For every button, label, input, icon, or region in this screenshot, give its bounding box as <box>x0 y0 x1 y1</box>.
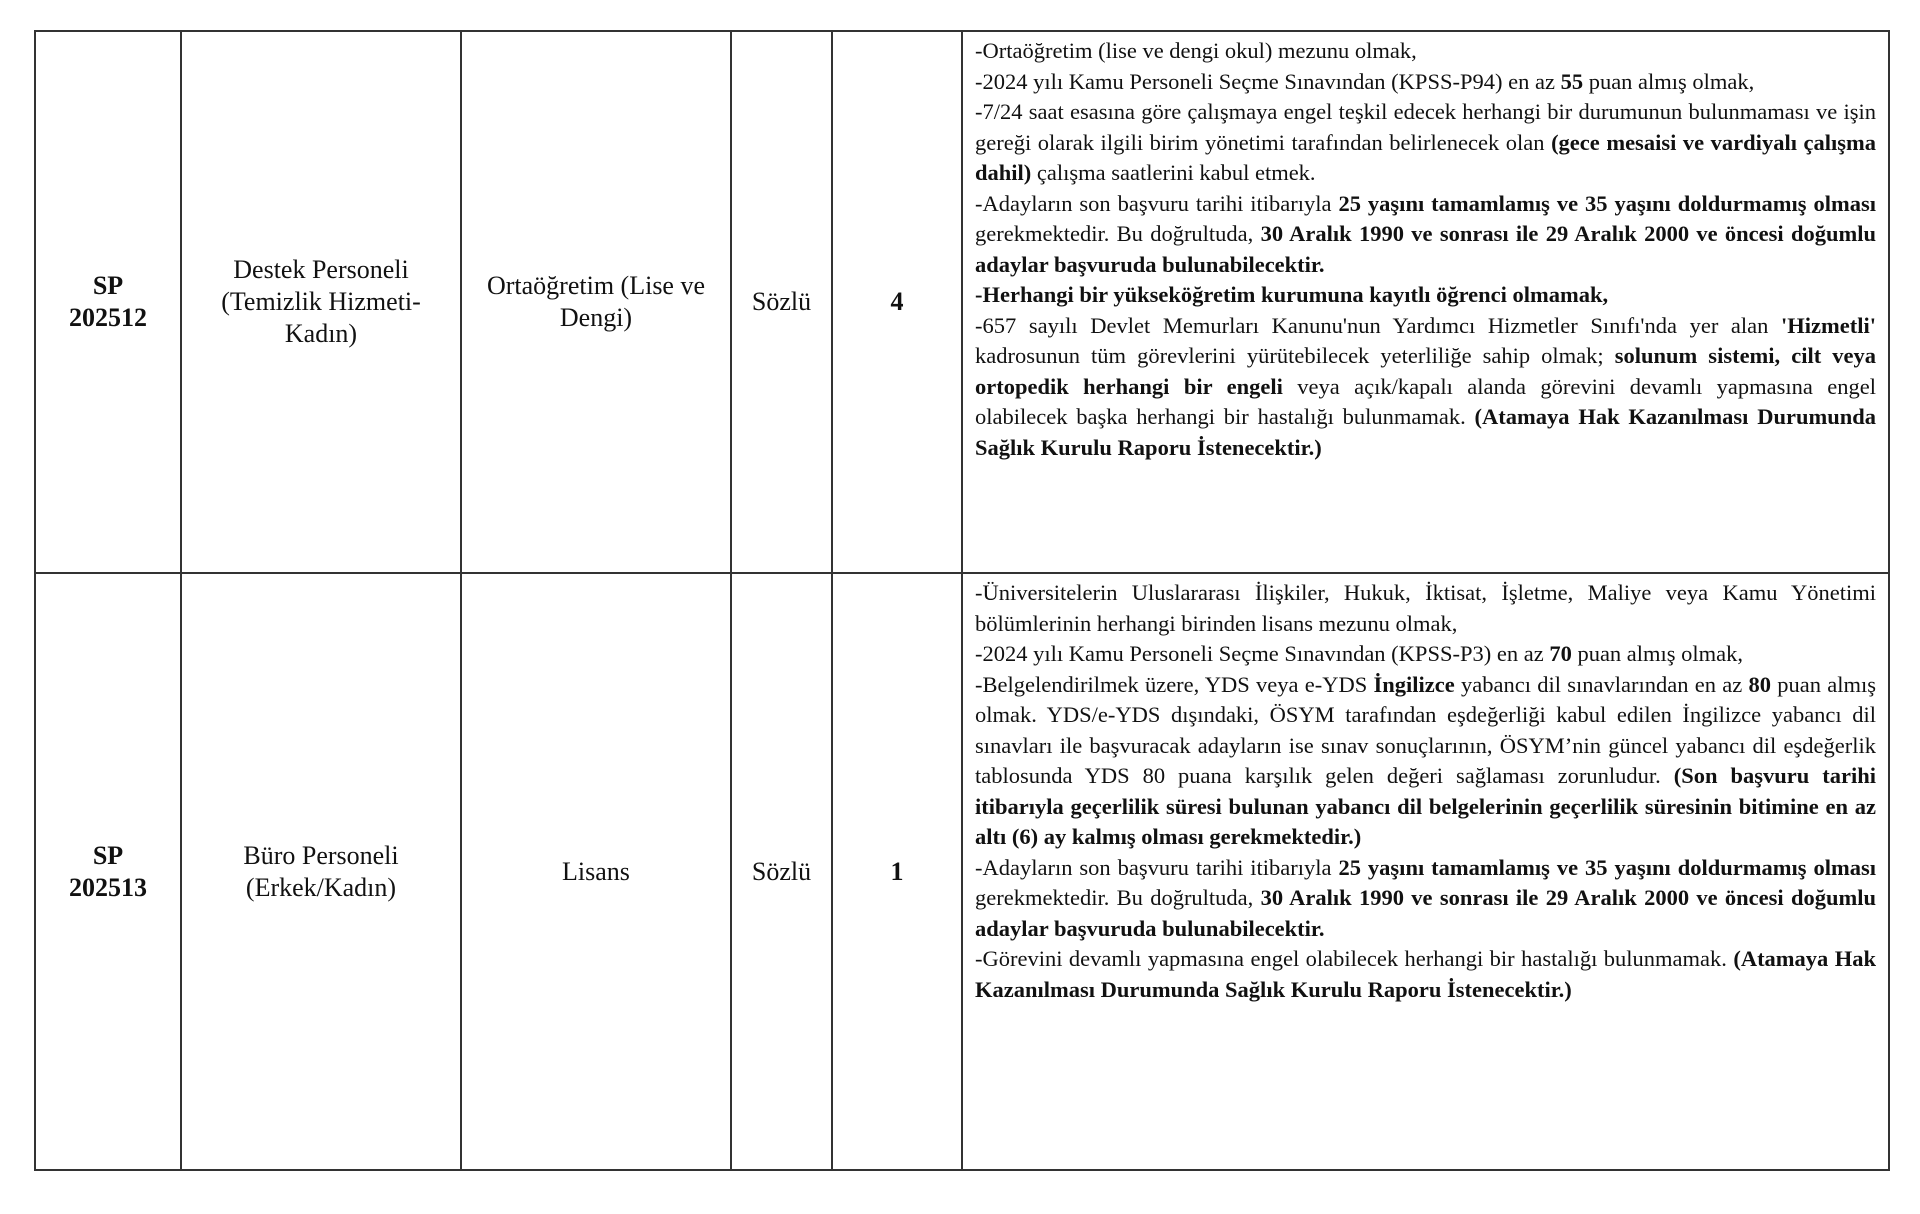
requirement-text: -Üniversitelerin Uluslararası İlişkiler, Hukuk, İktisat, İşletme, Maliye veya Kamu Yönetimi bölümlerinin herhangi birinden lisans mezunu olmak, <box>975 580 1876 636</box>
code-number: 202512 <box>69 303 147 332</box>
requirement-text: yabancı dil sınavlarından en az <box>1454 671 1749 697</box>
requirement-text-bold: 70 <box>1549 641 1572 666</box>
requirement-text: puan almış olmak, <box>1583 68 1755 94</box>
requirement-item <box>975 67 1876 98</box>
requirement-text: -Belgelendirilmek üzere, YDS veya e-YDS <box>975 671 1374 697</box>
requirement-text: gerekmektedir. Bu doğrultuda, <box>975 885 1261 910</box>
requirement-item <box>975 639 1876 670</box>
requirement-text: -Ortaöğretim (lise ve dengi okul) mezunu olmak, <box>975 38 1417 63</box>
requirement-text-bold: (Atamaya Hak Kazanılması Durumunda Sağlık Kurulu Raporu İstenecektir.) <box>975 946 1877 1002</box>
requirement-text-bold: 25 yaşını tamamlamış ve 35 yaşını doldurmamış olması <box>1338 854 1876 880</box>
requirement-text-bold: solunum sistemi, cilt veya ortopedik herhangi bir engeli <box>975 343 1876 399</box>
position-code <box>35 573 181 1170</box>
requirement-text: -Adayların son başvuru tarihi itibarıyla <box>975 190 1339 216</box>
requirement-item <box>975 311 1876 464</box>
requirement-text: veya açık/kapalı alanda görevini devamlı yapmasına engel olabilecek başka herhangi bir hastalığı bulunmamak. <box>975 373 1876 429</box>
code-prefix: SP <box>92 840 124 870</box>
requirement-text-bold: (Son başvuru tarihi itibarıyla geçerlilik süresi bulunan yabancı dil belgelerinin geçerlilik süresinin bitimine en az altı (6) ay kalmış olması gerekmektedir.) <box>975 763 1876 849</box>
requirement-text: puan almış olmak, <box>1571 641 1744 666</box>
position-title: Destek Personeli (Temizlik Hizmeti-Kadın) <box>181 31 461 573</box>
requirements-cell <box>962 31 1889 573</box>
requirement-item <box>975 97 1876 189</box>
requirement-item <box>975 280 1876 311</box>
requirement-text-bold: 30 Aralık 1990 ve sonrası ile 29 Aralık 2000 ve öncesi doğumlu adaylar başvuruda bulunabilecektir. <box>975 221 1876 277</box>
requirement-text-bold: 'Hizmetli' <box>1781 312 1876 338</box>
requirement-text-bold: (Atamaya Hak Kazanılması Durumunda Sağlık Kurulu Raporu İstenecektir.) <box>975 404 1876 460</box>
position-count: 4 <box>832 31 962 573</box>
code-number: 202513 <box>69 872 147 902</box>
requirements-cell <box>962 573 1889 1170</box>
requirement-item <box>975 189 1876 281</box>
requirement-text: puan almış olmak. YDS/e-YDS dışındaki, ÖSYM tarafından eşdeğerliği kabul edilen İngilizce yabancı dil sınavları ile başvuracak adayların ise sınav sonuçlarının, ÖSYM’nin güncel yabancı dil eşdeğerlik tablosunda YDS 80 puana karşılık gelen değeri sağlaması zorunludur. <box>975 671 1877 788</box>
requirement-item <box>975 670 1876 853</box>
requirement-text-bold: 30 Aralık 1990 ve sonrası ile 29 Aralık 2000 ve öncesi doğumlu adaylar başvuruda bulunabilecektir. <box>975 885 1876 941</box>
positions-table <box>34 30 1890 1171</box>
requirement-text-bold: 80 <box>1748 671 1771 697</box>
position-code <box>35 31 181 573</box>
code-prefix: SP <box>92 271 124 300</box>
requirement-text-bold: (gece mesaisi ve vardiyalı çalışma dahil) <box>975 129 1876 185</box>
requirement-text: çalışma saatlerini kabul etmek. <box>1031 160 1316 185</box>
requirement-item <box>975 578 1876 639</box>
requirement-item <box>975 36 1876 67</box>
requirement-item <box>975 853 1876 945</box>
requirement-text: gerekmektedir. Bu doğrultuda, <box>975 221 1261 246</box>
table-row <box>35 573 1889 1170</box>
requirement-text: -2024 yılı Kamu Personeli Seçme Sınavından (KPSS-P3) en az <box>975 641 1550 666</box>
requirement-text: -7/24 saat esasına göre çalışmaya engel teşkil edecek herhangi bir durumunun bulunmaması ve işin gereği olarak ilgili birim yönetimi tarafından belirlenecek olan <box>975 99 1876 155</box>
education-level: Lisans <box>461 573 731 1170</box>
requirement-text: -657 sayılı Devlet Memurları Kanunu'nun Yardımcı Hizmetler Sınıfı'nda yer alan <box>975 312 1782 338</box>
education-level: Ortaöğretim (Lise ve Dengi) <box>461 31 731 573</box>
requirement-text-bold: -Herhangi bir yükseköğretim kurumuna kayıtlı öğrenci olmamak, <box>975 282 1609 307</box>
exam-type: Sözlü <box>731 31 832 573</box>
requirement-item <box>975 944 1876 1005</box>
requirement-text: -Adayların son başvuru tarihi itibarıyla <box>975 854 1339 880</box>
table-row <box>35 31 1889 573</box>
position-count: 1 <box>832 573 962 1170</box>
requirement-text: -Görevini devamlı yapmasına engel olabilecek herhangi bir hastalığı bulunmamak. <box>975 946 1734 971</box>
requirement-text: kadrosunun tüm görevlerini yürütebilecek yeterliliğe sahip olmak; <box>975 343 1615 368</box>
requirement-text: -2024 yılı Kamu Personeli Seçme Sınavından (KPSS-P94) en az <box>975 68 1561 94</box>
requirement-text-bold: 55 <box>1560 68 1584 94</box>
requirement-text-bold: İngilizce <box>1373 671 1455 697</box>
position-title: Büro Personeli (Erkek/Kadın) <box>181 573 461 1170</box>
exam-type: Sözlü <box>731 573 832 1170</box>
requirement-text-bold: 25 yaşını tamamlamış ve 35 yaşını doldurmamış olması <box>1338 190 1876 216</box>
